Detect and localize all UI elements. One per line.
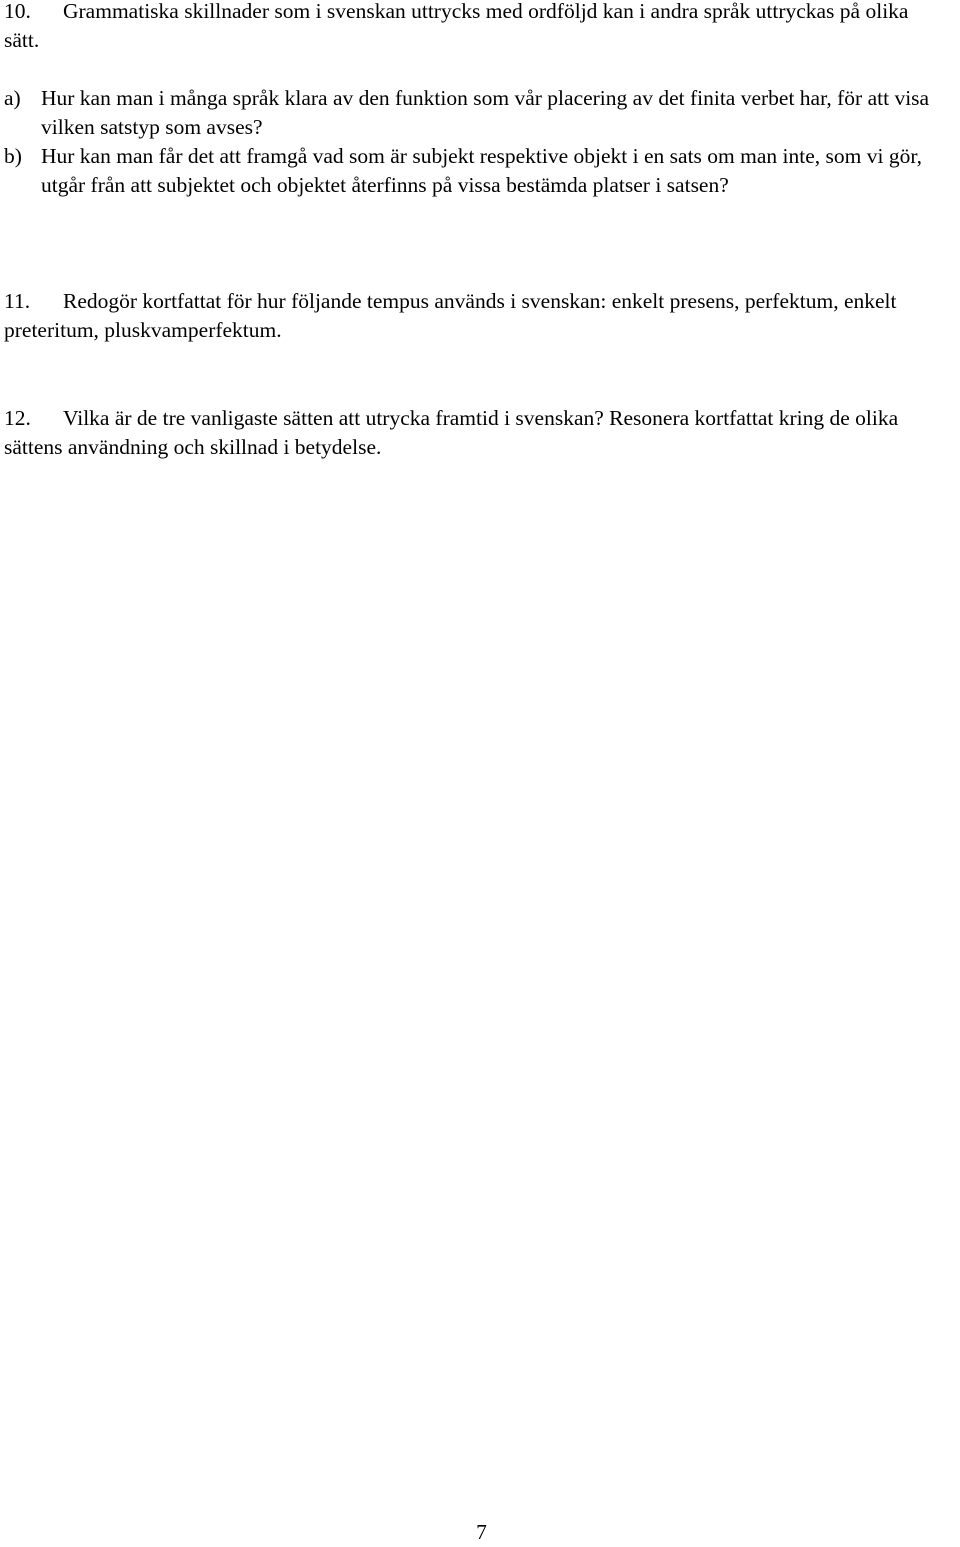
question-number: 11. bbox=[4, 289, 31, 313]
question-number: 12. bbox=[4, 406, 31, 430]
part-letter: a) bbox=[4, 86, 21, 110]
question-10-part-a bbox=[4, 84, 949, 142]
question-number: 10. bbox=[4, 0, 31, 23]
question-text: Vilka är de tre vanligaste sätten att utrycka framtid i svenskan? Resonera kortfattat kring de olika sättens användning och skillnad i betydelse. bbox=[4, 406, 899, 459]
question-12 bbox=[4, 404, 949, 462]
question-text: Redogör kortfattat för hur följande tempus används i svenskan: enkelt presens, perfektum, enkelt preteritum, pluskvamperfektum. bbox=[4, 289, 897, 342]
part-text: Hur kan man i många språk klara av den funktion som vår placering av det finita verbet har, för att visa vilken satstyp som avses? bbox=[41, 86, 930, 139]
question-text: Grammatiska skillnader som i svenskan uttrycks med ordföljd kan i andra språk uttryckas på olika sätt. bbox=[4, 0, 909, 52]
question-10-part-b bbox=[4, 142, 949, 200]
question-10 bbox=[4, 0, 949, 55]
part-text: Hur kan man får det att framgå vad som är subjekt respektive objekt i en sats om man inte, som vi gör, utgår från att subjektet och objektet återfinns på vissa bestämda platser i satsen? bbox=[41, 144, 923, 197]
part-letter: b) bbox=[4, 144, 22, 168]
page-number: 7 bbox=[476, 1520, 487, 1544]
question-11 bbox=[4, 287, 949, 345]
